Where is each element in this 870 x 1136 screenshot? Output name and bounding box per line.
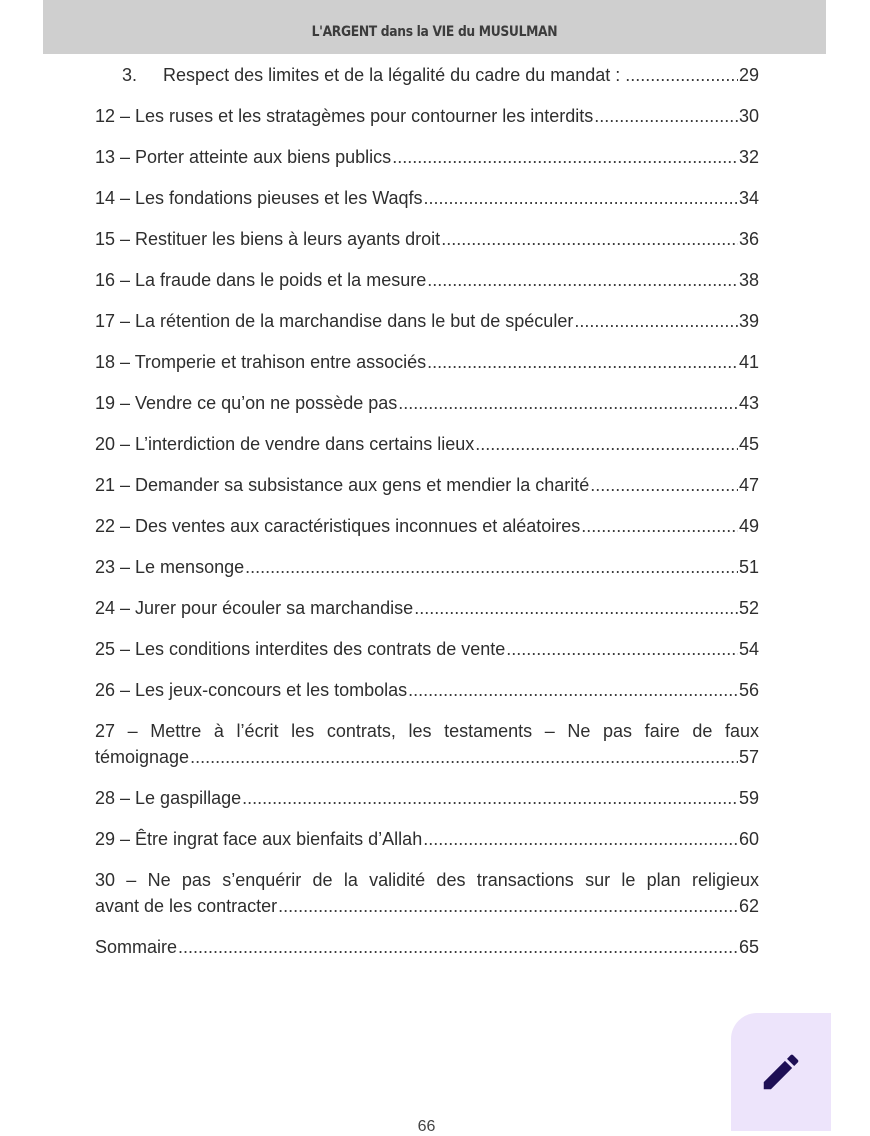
dot-leader [424, 185, 738, 211]
dot-leader [178, 934, 738, 960]
pencil-icon [758, 1049, 804, 1095]
toc-entry-summary[interactable] [95, 934, 759, 960]
toc-entry-title: 18 – Tromperie et trahison entre associés [95, 352, 427, 372]
toc-entry-30[interactable] [95, 867, 759, 919]
toc-entry-title: Sommaire [95, 937, 178, 957]
toc-entry[interactable] [95, 431, 759, 457]
dot-leader [427, 349, 738, 375]
toc-entry-title: 19 – Vendre ce qu’on ne possède pas [95, 393, 398, 413]
toc-entry-title-line1: 30 – Ne pas s’enquérir de la validité des transactions sur le plan religieux [95, 870, 759, 890]
toc-entry-title-line1: 27 – Mettre à l’écrit les contrats, les testaments – Ne pas faire de faux [95, 721, 759, 741]
toc-entry[interactable] [95, 267, 759, 293]
toc-entry-title: 21 – Demander sa subsistance aux gens et mendier la charité [95, 475, 590, 495]
running-header [43, 0, 826, 54]
toc-entry-page: 51 [738, 557, 759, 577]
toc-entry-page: 45 [738, 434, 759, 454]
toc-entry-page: 29 [738, 65, 759, 85]
dot-leader [423, 826, 738, 852]
toc-entry-title: 13 – Porter atteinte aux biens publics [95, 147, 392, 167]
toc-entry-page: 39 [738, 311, 759, 331]
dot-leader [398, 390, 738, 416]
toc-entry-title: 14 – Les fondations pieuses et les Waqfs [95, 188, 423, 208]
toc-entry-title: 15 – Restituer les biens à leurs ayants droit [95, 229, 441, 249]
dot-leader [245, 554, 738, 580]
toc-entry-title-line2: avant de les contracter [95, 896, 278, 916]
toc-entry[interactable] [95, 226, 759, 252]
toc-entry-page: 30 [738, 106, 759, 126]
toc-entry-page: 56 [738, 680, 759, 700]
dot-leader [190, 744, 738, 770]
dot-leader [625, 62, 738, 88]
dot-leader [594, 103, 738, 129]
toc-entry[interactable] [95, 826, 759, 852]
toc-entry[interactable] [95, 308, 759, 334]
toc-entry-title: 16 – La fraude dans le poids et la mesure [95, 270, 427, 290]
toc-entry-number: 3. [122, 65, 138, 85]
dot-leader [242, 785, 738, 811]
edit-button[interactable] [731, 1013, 831, 1131]
toc-entry[interactable] [95, 144, 759, 170]
toc-entry-page: 59 [738, 788, 759, 808]
toc-entry-title: 28 – Le gaspillage [95, 788, 242, 808]
dot-leader [581, 513, 738, 539]
dot-leader [574, 308, 738, 334]
toc-entry-page: 36 [738, 229, 759, 249]
toc-entry-page: 32 [738, 147, 759, 167]
toc-entry-title: 23 – Le mensonge [95, 557, 245, 577]
toc-entry-page: 38 [738, 270, 759, 290]
toc-entry-page: 65 [738, 937, 759, 957]
toc-entry-27[interactable] [95, 718, 759, 770]
dot-leader [475, 431, 738, 457]
toc-entry-page: 41 [738, 352, 759, 372]
toc-entry-title: 24 – Jurer pour écouler sa marchandise [95, 598, 414, 618]
toc-entry[interactable] [95, 554, 759, 580]
dot-leader [506, 636, 738, 662]
toc-entry[interactable] [95, 595, 759, 621]
toc-entry[interactable] [95, 513, 759, 539]
toc-entry[interactable] [95, 103, 759, 129]
toc-entry-title: 29 – Être ingrat face aux bienfaits d’Allah [95, 829, 423, 849]
toc-entry-title: 25 – Les conditions interdites des contrats de vente [95, 639, 506, 659]
dot-leader [427, 267, 738, 293]
toc-entry[interactable] [95, 636, 759, 662]
toc-entry-title: 26 – Les jeux-concours et les tombolas [95, 680, 408, 700]
toc-entry[interactable] [95, 785, 759, 811]
toc-entry-title: 12 – Les ruses et les stratagèmes pour contourner les interdits [95, 106, 594, 126]
toc-entry-title: Respect des limites et de la légalité du cadre du mandat : [163, 65, 621, 85]
dot-leader [408, 677, 738, 703]
dot-leader [278, 893, 738, 919]
dot-leader [590, 472, 738, 498]
toc-entry-page: 54 [738, 639, 759, 659]
toc-entry-page: 62 [738, 896, 759, 916]
toc-entry[interactable] [95, 677, 759, 703]
toc-entry[interactable] [95, 472, 759, 498]
toc-entry-page: 52 [738, 598, 759, 618]
dot-leader [414, 595, 738, 621]
toc-entry-page: 57 [738, 747, 759, 767]
toc-entry-page: 34 [738, 188, 759, 208]
toc-entry-title: 20 – L’interdiction de vendre dans certains lieux [95, 434, 475, 454]
toc-entry-3[interactable] [95, 62, 759, 88]
toc-entry[interactable] [95, 185, 759, 211]
table-of-contents [95, 62, 759, 960]
toc-entry-title: 17 – La rétention de la marchandise dans le but de spéculer [95, 311, 574, 331]
page-number: 66 [417, 1118, 436, 1135]
toc-entry[interactable] [95, 390, 759, 416]
toc-entry-page: 49 [738, 516, 759, 536]
toc-entry-page: 60 [738, 829, 759, 849]
book-title: L'ARGENT dans la VIE du MUSULMAN [311, 24, 558, 40]
toc-entry-page: 47 [738, 475, 759, 495]
toc-entry-title-line2: témoignage [95, 747, 190, 767]
toc-entry-title: 22 – Des ventes aux caractéristiques inconnues et aléatoires [95, 516, 581, 536]
dot-leader [392, 144, 738, 170]
dot-leader [441, 226, 738, 252]
toc-entry[interactable] [95, 349, 759, 375]
toc-entry-page: 43 [738, 393, 759, 413]
